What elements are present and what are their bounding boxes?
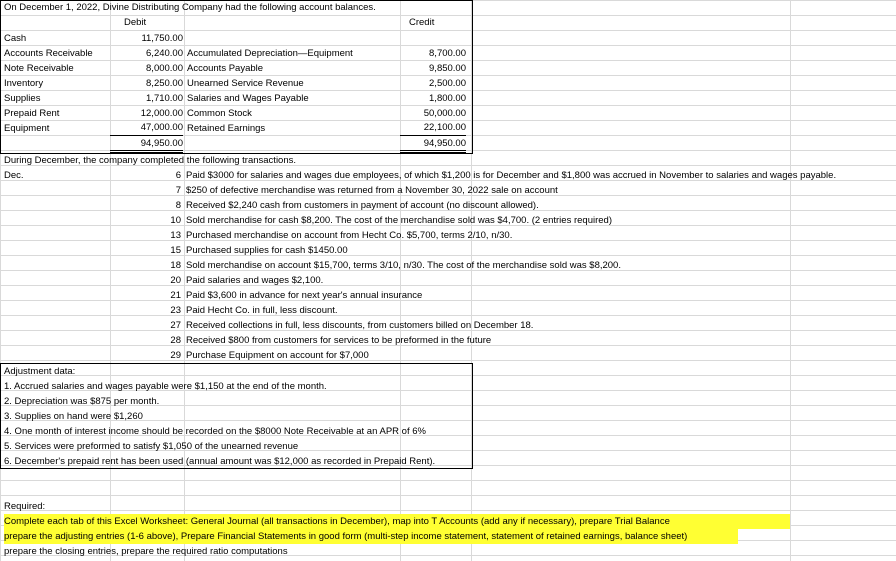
gridline-row [0, 255, 896, 256]
transaction-text: Paid $3,600 in advance for next year's annual insurance [186, 290, 423, 301]
gridline-row [0, 315, 896, 316]
credit-account-name: Accumulated Depreciation—Equipment [187, 48, 353, 59]
transaction-text: Sold merchandise on account $15,700, terms 3/10, n/30. The cost of the merchandise sold was $8,200. [186, 260, 621, 271]
transaction-day: 27 [170, 320, 181, 331]
gridline-row [0, 360, 896, 361]
debit-account-name: Supplies [4, 93, 41, 104]
debit-account-amount: 47,000.00 [110, 121, 183, 136]
gridline-row [0, 285, 896, 286]
adjustment-item: 4. One month of interest income should be recorded on the $8000 Note Receivable at an APR of 6% [4, 426, 426, 437]
transaction-day: 8 [175, 200, 181, 211]
gridline-row [0, 480, 896, 481]
adjustment-item: 3. Supplies on hand were $1,260 [4, 411, 143, 422]
transaction-day: 13 [170, 230, 181, 241]
debit-account-amount: 1,710.00 [146, 93, 183, 104]
credit-account-name: Accounts Payable [187, 63, 264, 74]
credit-header: Credit [409, 17, 435, 28]
debit-account-name: Note Receivable [4, 63, 74, 74]
transactions-intro: During December, the company completed the following transactions. [4, 155, 297, 166]
transaction-text: Received $2,240 cash from customers in payment of account (no discount allowed). [186, 200, 539, 211]
debit-account-name: Accounts Receivable [4, 48, 93, 59]
adjustment-item: 1. Accrued salaries and wages payable were $1,150 at the end of the month. [4, 381, 327, 392]
credit-account-amount: 1,800.00 [429, 93, 466, 104]
adjustment-item: 6. December's prepaid rent has been used (annual amount was $12,000 as recorded in Prepaid Rent). [4, 456, 436, 467]
credit-account-amount: 8,700.00 [429, 48, 466, 59]
credit-account-name: Unearned Service Revenue [187, 78, 304, 89]
transaction-text: Purchased merchandise on account from Hecht Co. $5,700, terms 2/10, n/30. [186, 230, 513, 241]
debit-header: Debit [124, 17, 147, 28]
debit-account-name: Prepaid Rent [4, 108, 60, 119]
transaction-day: 23 [170, 305, 181, 316]
transaction-text: Purchase Equipment on account for $7,000 [186, 350, 369, 361]
credit-account-amount: 9,850.00 [429, 63, 466, 74]
credit-account-name: Common Stock [187, 108, 252, 119]
transaction-text: $250 of defective merchandise was returned from a November 30, 2022 sale on account [186, 185, 558, 196]
transaction-day: 18 [170, 260, 181, 271]
transaction-text: Sold merchandise for cash $8,200. The cost of the merchandise sold was $4,700. (2 entries required) [186, 215, 612, 226]
gridline-row [0, 495, 896, 496]
transaction-text: Paid $3000 for salaries and wages due employees, of which $1,200 is for December and $1,800 was accrued in November to salaries and wages payable. [186, 170, 837, 181]
debit-account-amount: 12,000.00 [140, 108, 183, 119]
transaction-day: 20 [170, 275, 181, 286]
adjustment-title: Adjustment data: [4, 366, 76, 377]
required-title: Required: [4, 501, 46, 512]
debit-account-name: Inventory [4, 78, 44, 89]
intro-text: On December 1, 2022, Divine Distributing Company had the following account balances. [4, 2, 376, 13]
credit-total: 94,950.00 [400, 137, 466, 153]
adjustment-border [0, 363, 473, 469]
credit-account-amount: 22,100.00 [400, 121, 466, 136]
transaction-day: 15 [170, 245, 181, 256]
transaction-day: 10 [170, 215, 181, 226]
adjustment-item: 2. Depreciation was $875 per month. [4, 396, 160, 407]
gridline-row [0, 300, 896, 301]
credit-account-amount: 2,500.00 [429, 78, 466, 89]
transaction-day: 28 [170, 335, 181, 346]
transaction-day: 6 [175, 170, 181, 181]
required-line-3: prepare the closing entries, prepare the required ratio computations [4, 546, 288, 557]
debit-account-name: Equipment [4, 123, 50, 134]
transaction-text: Purchased supplies for cash $1450.00 [186, 245, 348, 256]
credit-account-name: Salaries and Wages Payable [187, 93, 309, 104]
credit-account-name: Retained Earnings [187, 123, 266, 134]
transaction-day: 7 [175, 185, 181, 196]
transaction-text: Received $800 from customers for services to be preformed in the future [186, 335, 492, 346]
transaction-day: 29 [170, 350, 181, 361]
gridline-row [0, 510, 896, 511]
debit-account-amount: 6,240.00 [146, 48, 183, 59]
adjustment-item: 5. Services were preformed to satisfy $1,050 of the unearned revenue [4, 441, 299, 452]
required-line-1: Complete each tab of this Excel Worksheet: General Journal (all transactions in December), map into T Accounts (add any if necessary), prepare Trial Balance [4, 516, 670, 527]
debit-account-name: Cash [4, 33, 27, 44]
debit-total: 94,950.00 [110, 137, 183, 153]
debit-account-amount: 11,750.00 [141, 33, 183, 44]
transaction-day: 21 [170, 290, 181, 301]
transaction-text: Paid Hecht Co. in full, less discount. [186, 305, 338, 316]
month-label: Dec. [4, 170, 24, 181]
gridline-col [790, 0, 791, 561]
debit-account-amount: 8,000.00 [146, 63, 183, 74]
transaction-text: Paid salaries and wages $2,100. [186, 275, 324, 286]
debit-account-amount: 8,250.00 [146, 78, 183, 89]
required-line-2: prepare the adjusting entries (1-6 above), Prepare Financial Statements in good form (multi-step income statement, statement of retained earnings, balance sheet) [4, 531, 688, 542]
credit-account-amount: 50,000.00 [423, 108, 466, 119]
transaction-text: Received collections in full, less discounts, from customers billed on December 18. [186, 320, 534, 331]
